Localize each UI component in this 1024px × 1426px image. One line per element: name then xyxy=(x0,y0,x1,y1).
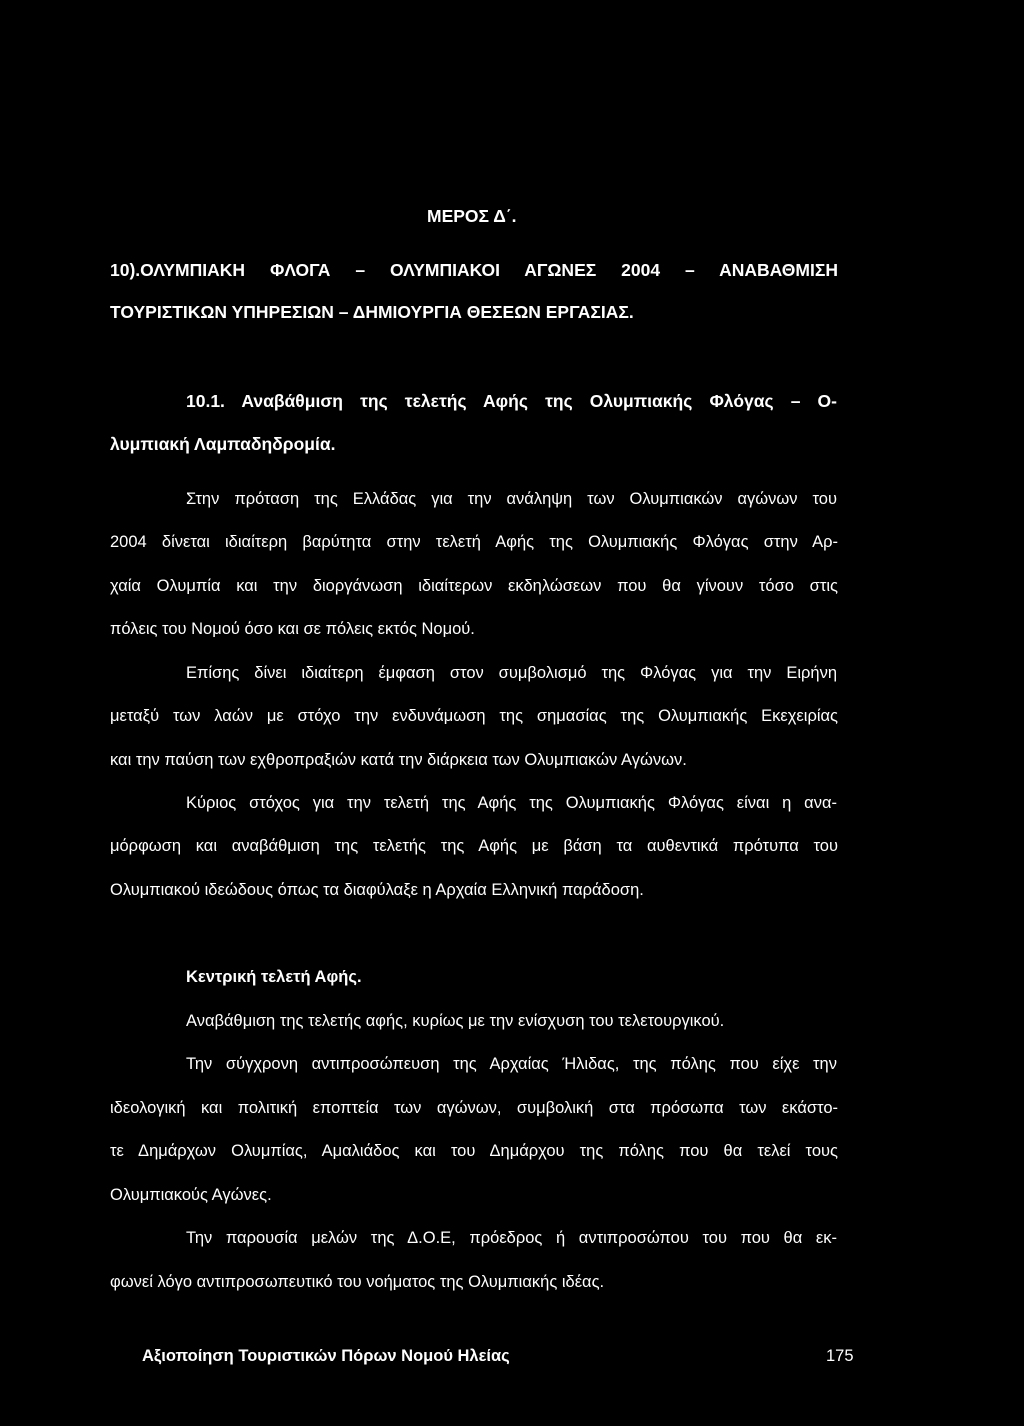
paragraph-2-line-2: μεταξύ των λαών με στόχο την ενδυνάμωση της σημασίας της Ολυμπιακής Εκεχειρίας xyxy=(110,707,838,725)
paragraph-3-line-2: μόρφωση και αναβάθμιση της τελετής της Αφής με βάση τα αυθεντικά πρότυπα του xyxy=(110,837,838,855)
page-number: 175 xyxy=(826,1347,854,1365)
paragraph-2-line-1: Επίσης δίνει ιδιαίτερη έμφαση στον συμβολισμό της Φλόγας για την Ειρήνη xyxy=(186,664,837,682)
ceremony-paragraph-2-line-1: Την παρουσία μελών της Δ.Ο.Ε, πρόεδρος ή αντιπροσώπου του που θα εκ- xyxy=(186,1229,837,1247)
ceremony-paragraph-1-line-1: Την σύγχρονη αντιπροσώπευση της Αρχαίας Ήλιδας, της πόλης που είχε την xyxy=(186,1055,837,1073)
ceremony-paragraph-1-line-3: τε Δημάρχων Ολυμπίας, Αμαλιάδος και του Δημάρχου της πόλης που θα τελεί τους xyxy=(110,1142,838,1160)
paragraph-3-line-1: Κύριος στόχος για την τελετή της Αφής της Ολυμπιακής Φλόγας είναι η ανα- xyxy=(186,794,837,812)
ceremony-paragraph-1-line-2: ιδεολογική και πολιτική εποπτεία των αγώνων, συμβολική στα πρόσωπα των εκάστο- xyxy=(110,1099,838,1117)
paragraph-1-line-1: Στην πρόταση της Ελλάδας για την ανάληψη των Ολυμπιακών αγώνων του xyxy=(186,490,837,508)
paragraph-1-line-4: πόλεις του Νομού όσο και σε πόλεις εκτός Νομού. xyxy=(110,620,475,638)
ceremony-paragraph-2-line-2: φωνεί λόγο αντιπροσωπευτικό του νοήματος της Ολυμπιακής ιδέας. xyxy=(110,1273,605,1291)
paragraph-2-line-3: και την παύση των εχθροπραξιών κατά την διάρκεια των Ολυμπιακών Αγώνων. xyxy=(110,751,687,769)
section-title-line-1: 10.1. Αναβάθμιση της τελετής Αφής της Ολυμπιακής Φλόγας – Ο- xyxy=(186,391,837,411)
footer-title: Αξιοποίηση Τουριστικών Πόρων Νομού Ηλείας xyxy=(142,1347,510,1365)
ceremony-paragraph-1-line-4: Ολυμπιακούς Αγώνες. xyxy=(110,1186,272,1204)
section-title-line-2: λυμπιακή Λαμπαδηδρομία. xyxy=(110,434,336,454)
paragraph-1-line-2: 2004 δίνεται ιδιαίτερη βαρύτητα στην τελετή Αφής της Ολυμπιακής Φλόγας στην Αρ- xyxy=(110,533,838,551)
ceremony-intro: Αναβάθμιση της τελετής αφής, κυρίως με την ενίσχυση του τελετουργικού. xyxy=(186,1012,725,1030)
chapter-title-line-1: 10).ΟΛΥΜΠΙΑΚΗ ΦΛΟΓΑ – ΟΛΥΜΠΙΑΚΟΙ ΑΓΩΝΕΣ 2004 – ΑΝΑΒΑΘΜΙΣΗ xyxy=(110,260,838,280)
paragraph-1-line-3: χαία Ολυμπία και την διοργάνωση ιδιαίτερων εκδηλώσεων που θα γίνουν τόσο στις xyxy=(110,577,838,595)
part-label: ΜΕΡΟΣ Δ΄. xyxy=(427,206,517,226)
subheading: Κεντρική τελετή Αφής. xyxy=(186,968,362,986)
chapter-title-line-2: ΤΟΥΡΙΣΤΙΚΩΝ ΥΠΗΡΕΣΙΩΝ – ΔΗΜΙΟΥΡΓΙΑ ΘΕΣΕΩΝ ΕΡΓΑΣΙΑΣ. xyxy=(110,302,634,322)
paragraph-3-line-3: Ολυμπιακού ιδεώδους όπως τα διαφύλαξε η Αρχαία Ελληνική παράδοση. xyxy=(110,881,644,899)
